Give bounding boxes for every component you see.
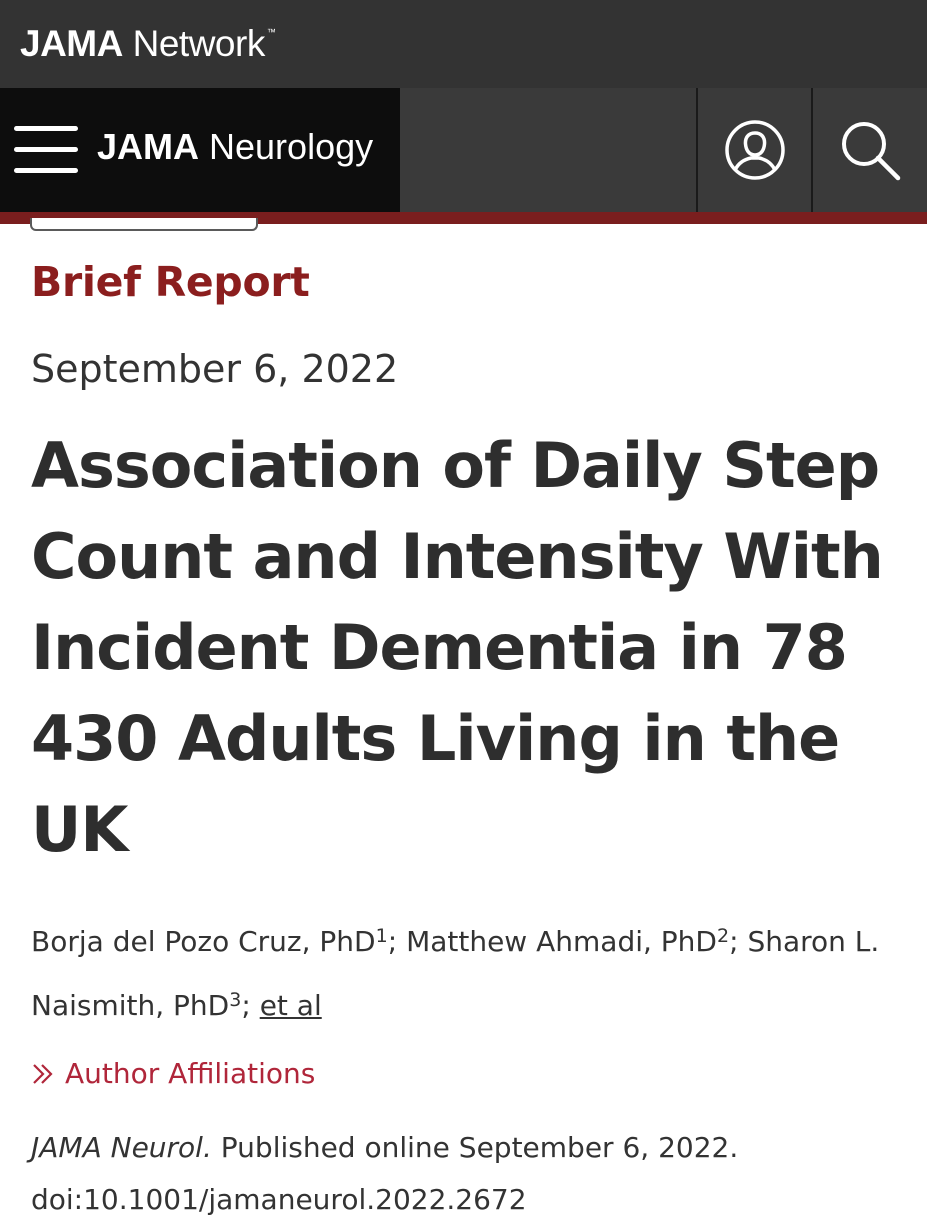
hamburger-menu-icon[interactable] <box>14 126 78 174</box>
author-affiliations-label: Author Affiliations <box>65 1057 316 1090</box>
search-button[interactable] <box>811 88 927 212</box>
article-title: Association of Daily Step Count and Intensity With Incident Dementia in 78 430 Adults Living in the UK <box>31 429 883 866</box>
author-list: Borja del Pozo Cruz, PhD$^1$; Matthew Ahmadi, PhD$^2$; Sharon L. Naismith, PhD$^3$; et al <box>31 925 880 1022</box>
author-affiliations-toggle[interactable] <box>31 1057 315 1090</box>
journal-name-bold: JAMA <box>97 126 200 167</box>
publication-date: September 6, 2022 <box>31 347 399 391</box>
scrolled-tab-edge <box>30 218 258 231</box>
journal-brand-area <box>0 88 400 212</box>
jama-network-logo[interactable] <box>20 23 275 65</box>
network-brand-bold: JAMA <box>20 23 123 64</box>
citation <box>31 1122 911 1226</box>
network-brand-rest: Network <box>122 23 265 64</box>
citation-journal: JAMA Neurol. <box>31 1131 212 1164</box>
affiliation-number: 1 <box>375 925 388 947</box>
et-al-link[interactable]: et al <box>259 989 322 1022</box>
trademark-symbol: ™ <box>266 27 276 37</box>
article-type: Brief Report <box>31 258 310 306</box>
account-button[interactable] <box>696 88 812 212</box>
user-icon <box>724 119 786 181</box>
affiliation-number: 2 <box>717 925 730 947</box>
author-name[interactable]: Sharon L. Naismith, PhD <box>31 925 880 1022</box>
author-name[interactable]: Matthew Ahmadi, PhD <box>406 925 717 958</box>
journal-name-rest: Neurology <box>199 126 374 167</box>
doi-link[interactable]: doi:10.1001/jamaneurol.2022.2672 <box>31 1183 527 1216</box>
network-header <box>0 0 927 88</box>
citation-text: Published online September 6, 2022. <box>211 1131 739 1164</box>
journal-header <box>0 88 927 212</box>
journal-title[interactable] <box>97 126 373 168</box>
affiliation-number: 3 <box>229 989 242 1011</box>
search-icon <box>838 118 902 182</box>
author-name[interactable]: Borja del Pozo Cruz, PhD <box>31 925 376 958</box>
double-chevron-right-icon <box>31 1062 55 1086</box>
